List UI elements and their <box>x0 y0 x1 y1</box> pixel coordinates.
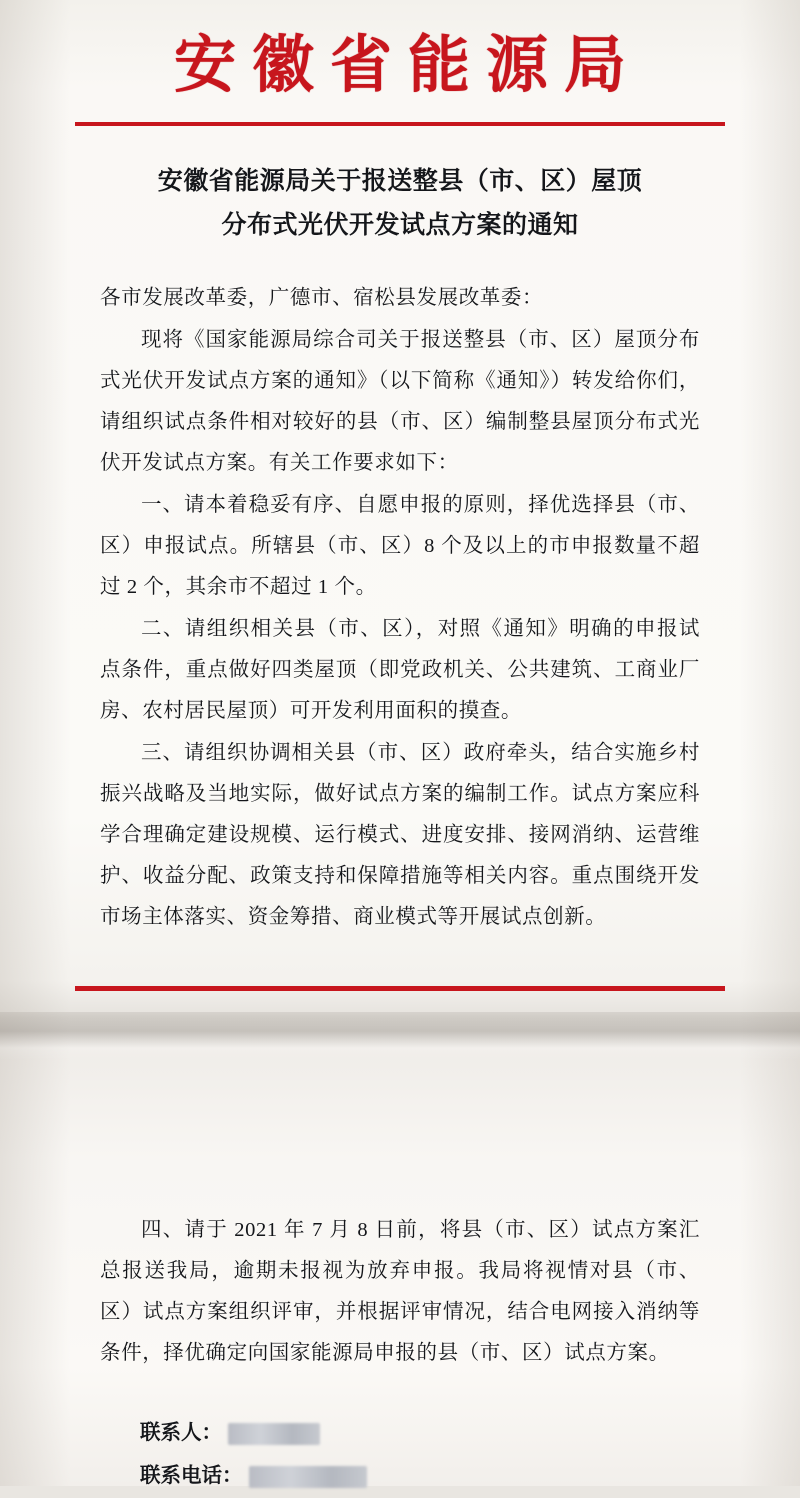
issuing-organization-title: 安徽省能源局 <box>173 28 642 101</box>
document-title <box>100 160 700 248</box>
document-body <box>100 278 700 938</box>
body-paragraph-5: 四、请于 2021 年 7 月 8 日前，将县（市、区）试点方案汇总报送我局，逾期未报视为放弃申报。我局将视情对县（市、区）试点方案组织评审，并根据评审情况，结合电网接入消纳等条件，择优确定向国家能源局申报的县（市、区）试点方案。 <box>100 1219 700 1364</box>
header-red-rule <box>75 122 725 126</box>
contact-person-row <box>100 1412 700 1455</box>
salutation: 各市发展改革委，广德市、宿松县发展改革委： <box>100 286 544 309</box>
contact-person-label: 联系人： <box>140 1422 222 1444</box>
body-paragraph-2: 一、请本着稳妥有序、自愿申报的原则，择优选择县（市、区）申报试点。所辖县（市、区）8 个及以上的市申报数量不超过 2 个，其余市不超过 1 个。 <box>100 493 700 598</box>
body-paragraph-3: 二、请组织相关县（市、区），对照《通知》明确的申报试点条件，重点做好四类屋顶（即党政机关、公共建筑、工商业厂房、农村居民屋顶）可开发利用面积的摸查。 <box>100 617 700 722</box>
footer-red-rule <box>75 986 725 991</box>
document-title-line-1: 安徽省能源局关于报送整县（市、区）屋顶 <box>157 168 643 196</box>
document-header <box>0 0 800 126</box>
document-page-2 <box>0 1060 800 1498</box>
contact-person-redacted-value <box>228 1423 320 1445</box>
paper-fold-shadow <box>0 1012 800 1060</box>
document-body-continued <box>100 1210 700 1374</box>
contact-block <box>100 1412 700 1498</box>
body-paragraph-1: 现将《国家能源局综合司关于报送整县（市、区）屋顶分布式光伏开发试点方案的通知》（以下简称《通知》）转发给你们，请组织试点条件相对较好的县（市、区）编制整县屋顶分布式光伏开发试点方案。有关工作要求如下： <box>100 328 700 474</box>
footer-rule-wrap <box>0 986 800 991</box>
body-paragraph-4: 三、请组织协调相关县（市、区）政府牵头，结合实施乡村振兴战略及当地实际，做好试点方案的编制工作。试点方案应科学合理确定建设规模、运行模式、进度安排、接网消纳、运营维护、收益分配、政策支持和保障措施等相关内容。重点围绕开发市场主体落实、资金筹措、商业模式等开展试点创新。 <box>100 741 700 928</box>
contact-phone-redacted-value <box>249 1466 367 1488</box>
contact-phone-label: 联系电话： <box>140 1465 243 1488</box>
contact-phone-row <box>100 1455 700 1498</box>
document-title-line-2: 分布式光伏开发试点方案的通知 <box>221 212 579 240</box>
